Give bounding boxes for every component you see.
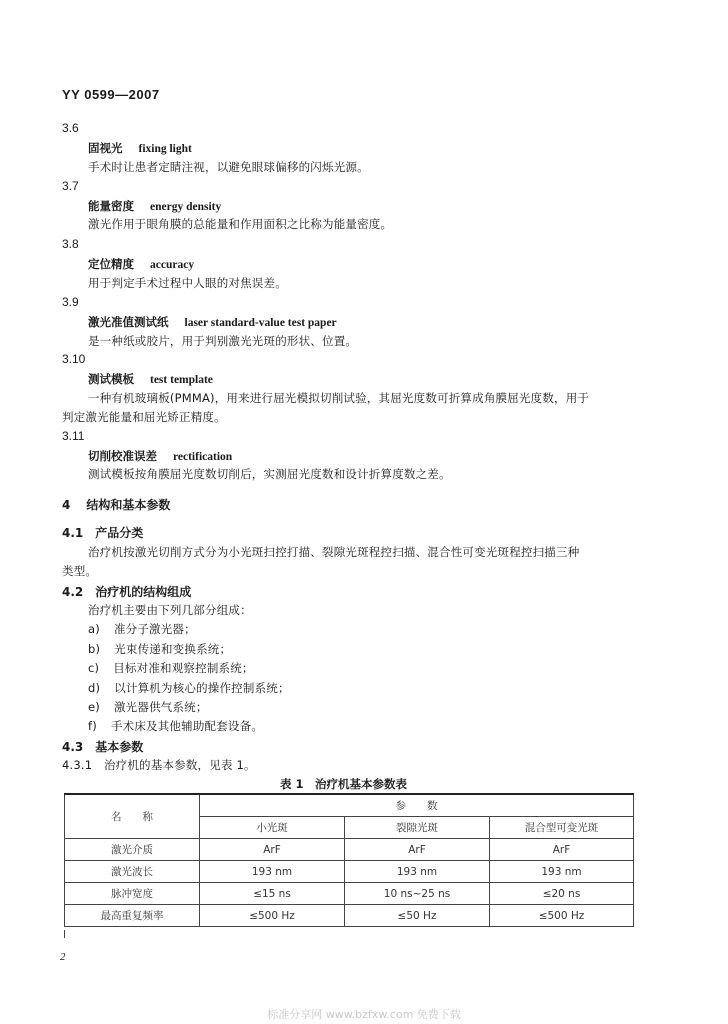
term-definition: 激光作用于眼角膜的总能量和作用面积之比称为能量密度。 [88,217,393,231]
table-cell: ArF [345,839,490,861]
row-name: 激光波长 [65,861,200,883]
column-header: 裂隙光斑 [345,817,490,839]
table-cell: ArF [490,839,634,861]
list-item [88,699,208,715]
section-heading-4-1: 4.1 产品分类 [62,526,144,540]
list-label: a) [88,622,100,636]
row-name: 脉冲宽度 [65,883,200,905]
term-en: rectification [173,451,233,463]
table-cell: ≤500 Hz [490,905,634,927]
list-text: 光束传递和变换系统； [114,642,232,656]
term-definition: 手术时让患者定睛注视，以避免眼球偏移的闪烁光源。 [88,160,369,174]
section-heading-4-2: 4.2 治疗机的结构组成 [62,585,192,599]
term-definition: 用于判定手术过程中人眼的对焦误差。 [88,276,287,290]
table-cell: 193 nm [345,861,490,883]
term-cn: 切削校准误差 [88,449,157,463]
table-cell: 193 nm [490,861,634,883]
parameter-table [64,793,634,927]
table-row [65,861,634,883]
table-row [65,839,634,861]
section-heading-4-3: 4.3 基本参数 [62,740,144,754]
chapter-heading [62,496,170,513]
section-number: 3.9 [62,295,79,309]
table-cell: ArF [200,839,345,861]
paragraph-continued: 类型。 [62,564,98,578]
table-caption: 表 1 治疗机基本参数表 [280,777,408,791]
list-item [88,641,231,657]
term-en: accuracy [150,259,195,271]
table-cell: ≤20 ns [490,883,634,905]
section-number: 3.6 [62,121,79,135]
watermark-footer: 标准分享网 www.bzfxw.com 免费下载 [267,1008,461,1021]
term-en: test template [150,374,213,386]
table-cell: ≤15 ns [200,883,345,905]
table-header-params: 参 数 [200,794,634,817]
term-definition: 一种有机玻璃板(PMMA)，用来进行屈光模拟切削试验，其屈光度数可折算成角膜屈光度数，用于 [88,391,590,405]
list-label: f) [88,719,97,733]
term-heading [88,256,194,272]
list-label: e) [88,700,100,714]
table-header-name: 名 称 [65,794,200,839]
table-cell: ≤500 Hz [200,905,345,927]
term-definition-continued: 判定激光能量和屈光矫正精度。 [62,410,226,424]
row-name: 最高重复频率 [65,905,200,927]
list-label: d) [88,681,101,695]
list-item [88,621,196,637]
term-heading [88,371,213,387]
term-cn: 定位精度 [88,257,134,271]
term-heading [88,198,221,214]
list-item [88,660,254,676]
list-text: 准分子激光器； [113,622,196,636]
section-number: 3.8 [62,237,79,251]
table-cell: 10 ns~25 ns [345,883,490,905]
term-definition: 测试模板按角膜屈光度数切削后，实测屈光度数和设计折算度数之差。 [88,467,451,481]
term-cn: 测试模板 [88,372,134,386]
list-item [88,680,290,696]
column-header: 小光斑 [200,817,345,839]
chapter-number: 4 [62,498,71,512]
list-text: 以计算机为核心的操作控制系统； [114,681,290,695]
term-cn: 能量密度 [88,199,134,213]
paragraph: 治疗机按激光切削方式分为小光斑扫控打描、裂隙光斑程控扫描、混合性可变光斑程控扫描三种 [88,545,580,559]
list-text: 目标对准和观察控制系统； [113,661,254,675]
table-cell: ≤50 Hz [345,905,490,927]
column-header: 混合型可变光斑 [490,817,634,839]
term-heading [88,448,232,464]
term-en: laser standard-value test paper [184,317,337,329]
list-item [88,718,263,734]
table-row [65,883,634,905]
paragraph: 治疗机主要由下列几部分组成： [88,603,252,617]
term-cn: 固视光 [88,141,123,155]
standard-code: YY 0599—2007 [62,87,160,102]
section-number: 3.11 [62,429,85,443]
term-cn: 激光准值测试纸 [88,315,169,329]
section-number: 3.7 [62,179,79,193]
list-label: b) [88,642,101,656]
chapter-title: 结构和基本参数 [86,498,171,512]
row-name: 激光介质 [65,839,200,861]
table-cell: 193 nm [200,861,345,883]
page-number: 2 [60,951,66,963]
term-en: energy density [150,201,222,213]
term-heading [88,140,192,156]
table-header-row [65,794,634,817]
subsection-heading-4-3-1: 4.3.1 治疗机的基本参数，见表 1。 [62,758,256,772]
table-row [65,905,634,927]
list-text: 激光器供气系统； [113,700,208,714]
section-number: 3.10 [62,352,86,366]
list-text: 手术床及其他辅助配套设备。 [110,719,264,733]
term-heading [88,314,337,330]
table-continuation-line [64,930,65,938]
list-label: c) [88,661,100,675]
term-definition: 是一种纸或胶片，用于判别激光光斑的形状、位置。 [88,334,358,348]
term-en: fixing light [138,143,192,155]
